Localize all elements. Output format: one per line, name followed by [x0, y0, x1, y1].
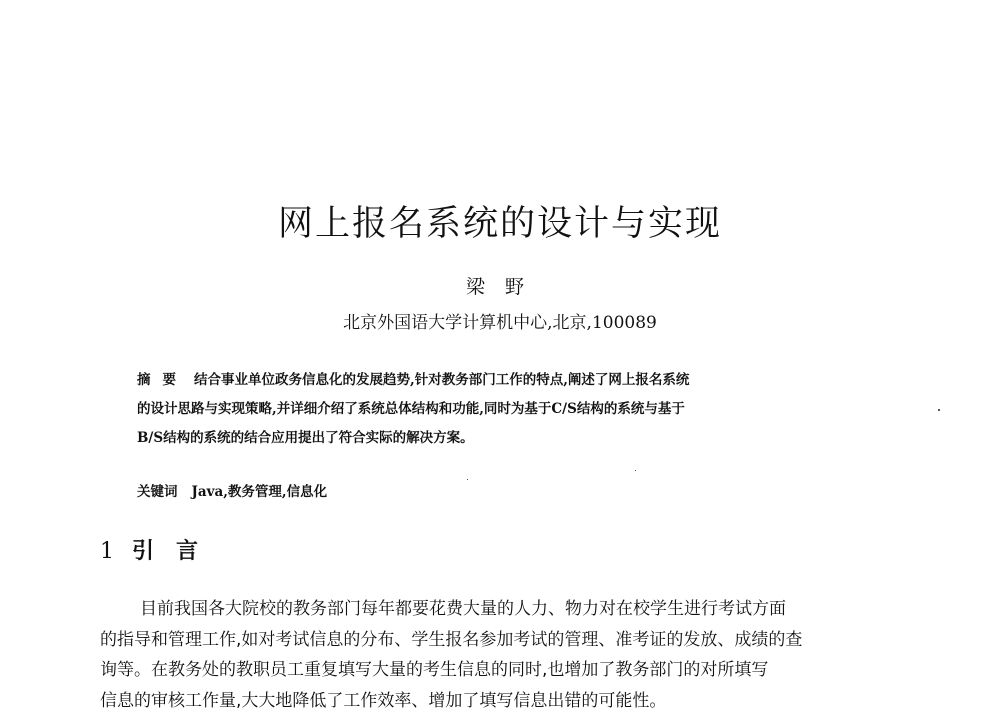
scan-speck	[938, 409, 940, 411]
abstract-text-3: B/S结构的系统的结合应用提出了符合实际的解决方案。	[137, 430, 474, 446]
abstract-block	[137, 366, 877, 453]
abstract-label: 摘要	[137, 372, 188, 388]
section-heading	[100, 534, 220, 565]
section-number: 1	[100, 539, 114, 564]
section-title: 引言	[132, 538, 221, 564]
keywords-block	[137, 480, 327, 500]
body-line-2: 的指导和管理工作,如对考试信息的分布、学生报名参加考试的管理、准考证的发放、成绩的查	[100, 629, 803, 650]
author-affiliation: 北京外国语大学计算机中心,北京,100089	[343, 313, 657, 333]
body-line-1: 目前我国各大院校的教务部门每年都要花费大量的人力、物力对在校学生进行考试方面	[140, 599, 786, 619]
abstract-text-1: 结合事业单位政务信息化的发展趋势,针对教务部门工作的特点,阐述了网上报名系统	[194, 372, 690, 388]
abstract-text-2: 的设计思路与实现策略,并详细介绍了系统总体结构和功能,同时为基于C/S结构的系统与基于	[137, 401, 685, 417]
scan-speck	[467, 479, 468, 480]
paper-title: 网上报名系统的设计与实现	[277, 204, 722, 244]
abstract-line-1	[137, 366, 877, 395]
section-body	[100, 594, 920, 716]
author-name: 梁野	[465, 276, 544, 298]
keywords-value: Java,教务管理,信息化	[191, 484, 328, 500]
body-line-4: 信息的审核工作量,大大地降低了工作效率、增加了填写信息出错的可能性。	[100, 690, 667, 711]
scan-speck	[635, 470, 636, 471]
body-line-3: 询等。在教务处的教职员工重复填写大量的考生信息的同时,也增加了教务部门的对所填写	[100, 660, 769, 680]
keywords-label: 关键词	[137, 484, 178, 500]
